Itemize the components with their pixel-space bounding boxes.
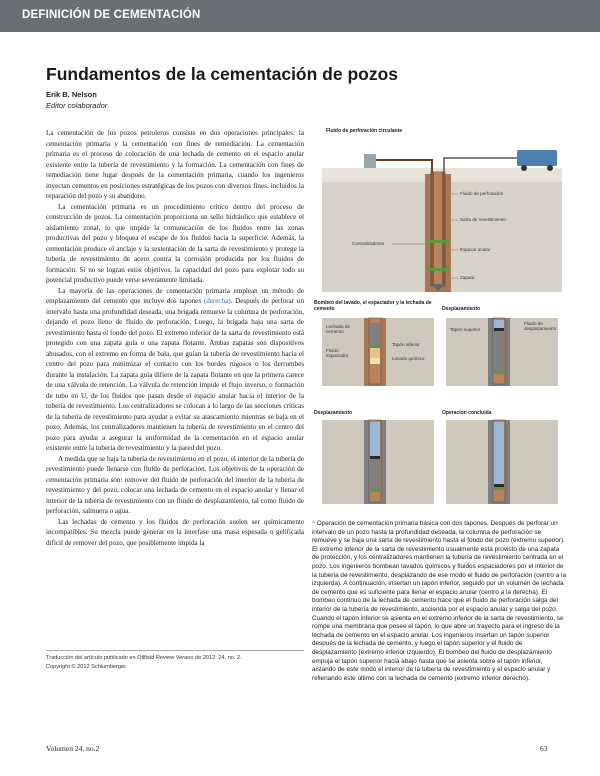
body-text	[46, 128, 304, 548]
panel2-cement	[494, 331, 504, 371]
panel4-title: Operación concluida	[442, 410, 492, 416]
panel2-label-top-plug: Tapón superior	[450, 327, 481, 332]
panel2-displacement	[494, 320, 504, 328]
cross-reference-link[interactable]: (derecha)	[203, 297, 231, 305]
author-role: Editor colaborador	[46, 101, 108, 110]
paragraph-2: La cementación primaria es un procedimiento crítico dentro del proceso de construcción de pozos. La cementación proporciona un sello hidráulico que establece el aislamiento zonal, lo que impide la comunicación de los fluidos entre las zonas productivas del pozo y bloquea el escape de los fluidos hacia la superficie. Además, la cementación produce el anclaje y la sustentación de la sarta de revestimiento y protege la tubería de revestimiento de acero contra la corrosión producida por los fluidos de formación. Si no se logran estos objetivos, la capacidad del pozo para explotar todo su potencial productivo puede verse severamente limitada.	[46, 202, 304, 284]
paragraph-5: Las lechadas de cemento y los fluidos de perforación suelen ser químicamente incompatibles. Su mezcla puede generar en la interfase una masa espesada o gelificada difícil de remover del pozo, que posiblemente impida la	[46, 517, 304, 547]
mud-tank	[364, 154, 376, 168]
panel3-bottom-plug	[370, 489, 380, 492]
panel1-label-cement: Lechada de cemento	[326, 324, 351, 334]
footnote-copyright: Copyright © 2012 Schlumberger.	[46, 663, 128, 670]
label-casing: Sarta de revestimiento	[460, 217, 506, 222]
truck-wheel-1	[521, 165, 527, 171]
panel4-bottom-plug	[494, 487, 504, 490]
paragraph-4: A medida que se baja la tubería de revestimiento en el pozo, el interior de la tubería de revestimiento puede llenarse con fluido de perforación. Los objetivos de la operación de cementación primaria son: remover del fluido de perforación del interior de la tubería de revestimiento y del pozo, colocar una lechada de cemento en el espacio anular y llenar el interior de la tubería de revestimiento con un fluido de desplazamiento, tal como fluido de perforación, salmuera o agua.	[46, 454, 304, 515]
footnote	[46, 650, 304, 671]
panel2-bottom-plug	[494, 371, 504, 374]
cementing-figure	[312, 128, 564, 506]
panel1-label-bottom-plug: Tapón inferior	[392, 342, 420, 347]
panel1-spacer	[370, 348, 380, 358]
panel4-displacement	[494, 422, 504, 484]
label-shoe: Zapata	[460, 275, 475, 280]
article-title: Fundamentos de la cementación de pozos	[46, 64, 399, 84]
figure-top-title: Fluido de perforación circulante	[326, 128, 403, 134]
section-banner	[0, 0, 600, 32]
paragraph-3	[46, 286, 304, 454]
label-drilling-fluid: Fluido de perforación	[460, 191, 504, 196]
panel2-label-displacement: Fluido de desplazamiento	[524, 321, 557, 331]
footnote-source: Traducción del artículo publicado en Oilfield Review Verano de 2012: 24, no. 2.	[46, 655, 242, 661]
footer-volume: Volumen 24, no.2	[46, 744, 100, 753]
panel2-title: Desplazamiento	[442, 306, 481, 312]
truck-wheel-2	[547, 165, 553, 171]
figure-caption	[312, 520, 566, 683]
label-centralizers: Centralizadores	[352, 241, 385, 246]
section-title: DEFINICIÓN DE CEMENTACIÓN	[22, 9, 201, 21]
centralizer-1	[427, 240, 449, 243]
footer-page-number: 63	[540, 744, 548, 753]
panel3-top-plug	[370, 456, 380, 459]
panel1-cement	[370, 323, 380, 345]
panel3-displacement	[370, 422, 380, 456]
panel1-title: Bombeo del lavado, el espaciador y la lechada de cemento	[314, 300, 432, 312]
panel2-top-plug	[494, 328, 504, 331]
panel1-label-wash: Lavado químico	[392, 356, 425, 361]
casing-inner-fluid	[434, 172, 442, 284]
author-name: Erik B. Nelson	[46, 90, 97, 99]
panel1-bottom-plug	[370, 345, 380, 348]
centralizer-2	[427, 268, 449, 271]
pump-truck	[517, 150, 557, 166]
paragraph-3-text: La mayoría de las operaciones de cementación primaria emplean un método de emplazamiento del cemento que incluye dos tapones (derecha). Después de perforar un intervalo hasta una profundidad deseada, una brigada remueve la columna de perforación, dejando el pozo lleno de fluido de perforación. Luego, la brigada baja una sarta de revestimiento hasta el fondo del pozo. El extremo inferior de la sarta de revestimiento está protegido con una zapata guía o una zapata flotante. Ambas zapatas son dispositivos ahusados, con el extremo en forma de bala, que guían la tubería de revestimiento hacia el centro del pozo para minimizar el contacto con los bordes rugosos o los derrumbes durante la instalación. La zapata guía difiere de la zapata flotante en que la primera carece de una válvula de retención. La válvula de retención impide el flujo inverso, o formación de tubo en U, de los fluidos que pasan desde el espacio anular hacia el interior de la tubería de revestimiento. Los centralizadores se colocan a lo largo de las secciones críticas de la tubería de revestimiento para ayudar a evitar su atascamiento mientras se baja en el pozo. Además, los centralizadores mantienen la tubería de revestimiento en el centro del pozo para ayudar a asegurar la uniformidad de la cementación en el espacio anular existente entre la tubería de revestimiento y la pared del pozo.	[46, 286, 304, 452]
panel3-cement	[370, 459, 380, 489]
caption-text: Operación de cementación primaria básica con dos tapones. Después de perforar un intervalo de un pozo hasta la profundidad deseada, la columna de perforación se remueve y se baja una sarta de revestimiento hasta el fondo del pozo (extremo superior). El extremo inferior de la sarta de revestimiento usualmente está provisto de una zapata de protección, y los centralizadores mantienen la tubería de revestimiento centrada en el pozo. Los ingenieros bombean lavados químicos y fluidos espaciadores por el interior de la tubería de revestimiento, desplazando de ese modo el fluido de perforación (centro a la izquierda). A continuación, insertan un tapón inferior, seguido por un volumen de lechada de cemento que es suficiente para llenar el espacio anular (centro a la derecha). El bombeo continuo de la lechada de cemento hace que el fluido de perforación salga del interior de la tubería de revestimiento, ascienda por el espacio anular y salga del pozo. Cuando el tapón inferior se asienta en el extremo inferior de la sarta de revestimiento, se rompe una membrana que posee el tapón, lo que abre un trayecto para el ingreso de la lechada de cemento en el espacio anular. Los ingenieros insertan un tapón superior después de la lechada de cemento, y luego el tapón superior y el fluido de desplazamiento (extremo inferior izquierdo). El bombeo del fluido de desplazamiento empuja el tapón superior hacia abajo hasta que se asienta sobre el tapón inferior, aislando de este modo el interior de la tubería de revestimiento y el espacio anular y rellenando este último con la lechada de cemento (extremo inferior derecho).	[312, 520, 567, 682]
figure-illustration	[312, 128, 564, 506]
paragraph-1: La cementación de los pozos petroleros consiste en dos operaciones principales: la cementación primaria y la cementación con fines de remediación. La cementación primaria es el proceso de colocación de una lechada de cemento en el espacio anular existente entre la tubería de revestimiento y la formación. La cementación con fines de remediación tiene lugar después de la cementación primaria, cuando los ingenieros inyectan cementos en posiciones estratégicas de los pozos con diversos fines, incluidos la reparación del pozo y su abandono.	[46, 129, 304, 200]
panel1-label-spacer: Fluido espaciador	[326, 348, 349, 358]
panel4-top-plug	[494, 484, 504, 487]
caption-arrow-icon: ^	[312, 520, 317, 527]
panel3-title: Desplazamiento	[314, 410, 353, 416]
label-annulus: Espacio anular	[460, 247, 491, 252]
panel1-wash	[370, 358, 380, 364]
